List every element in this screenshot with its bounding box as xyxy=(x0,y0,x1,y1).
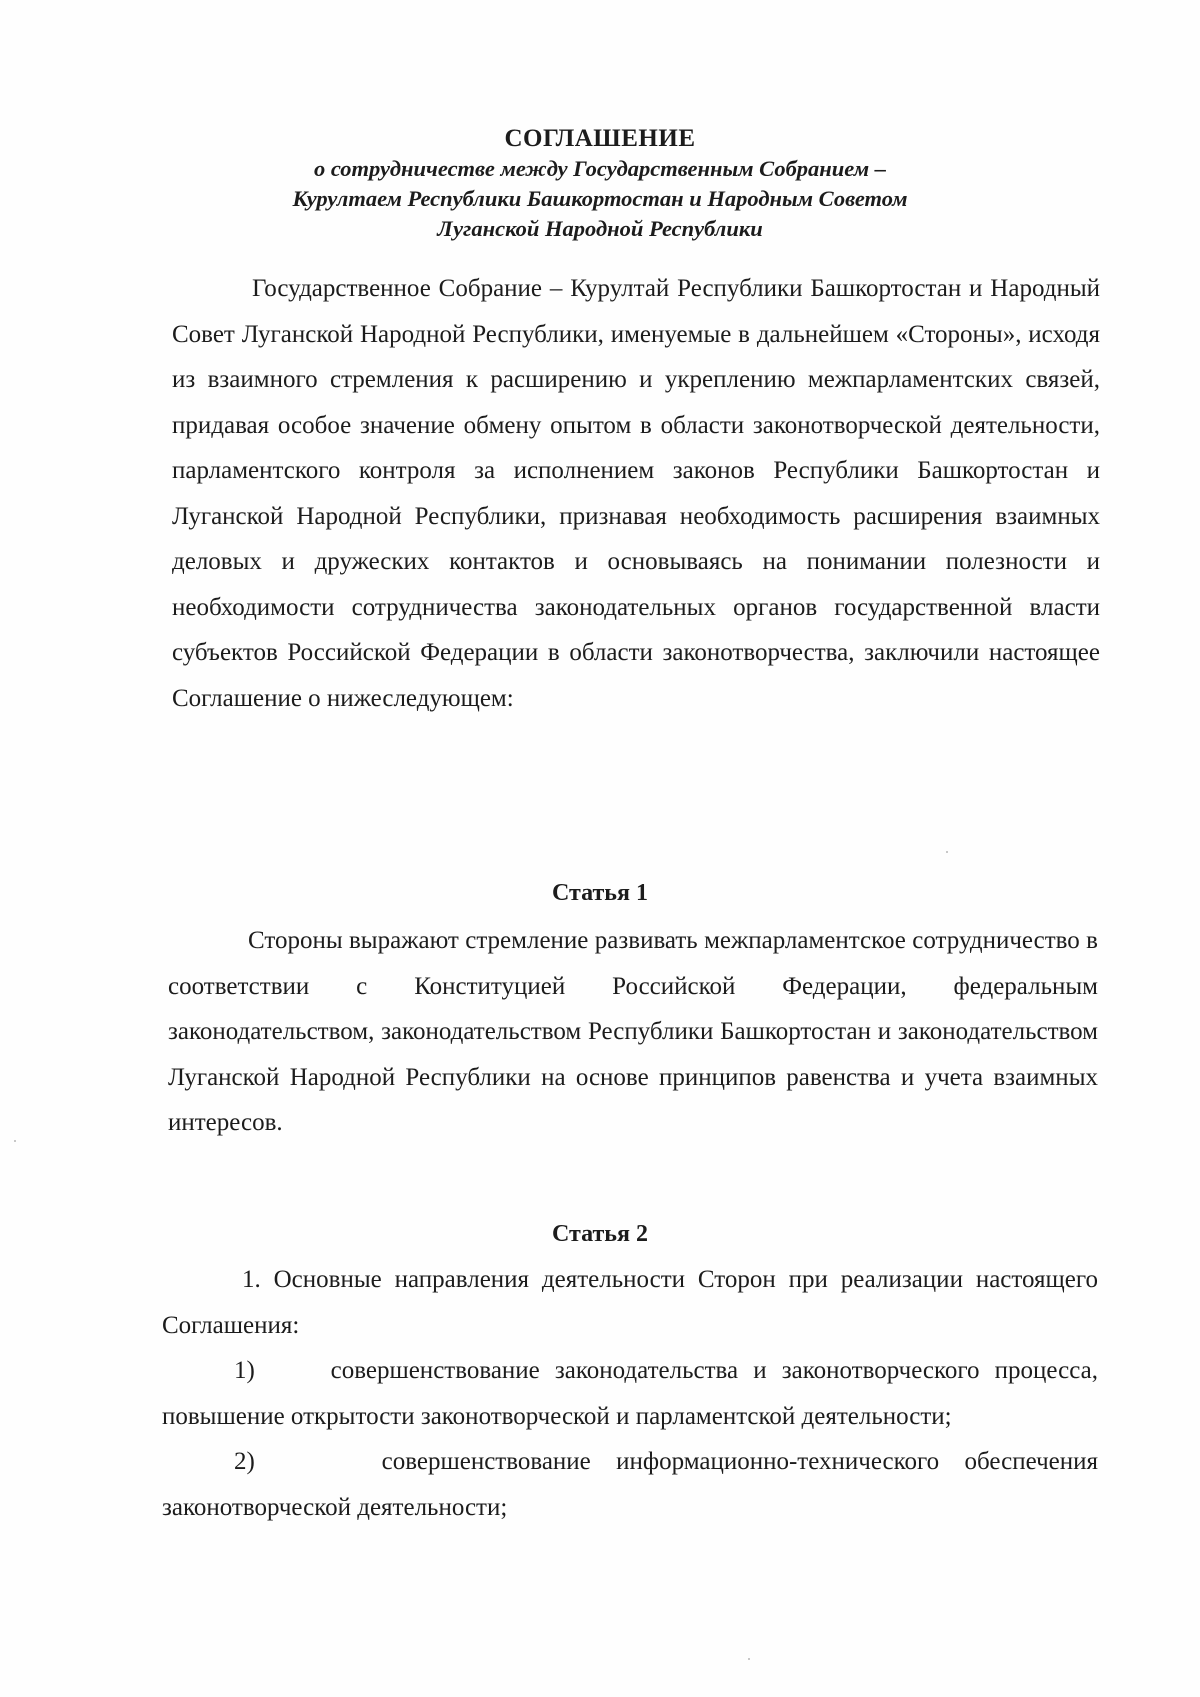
article-2-paragraph-1: 1. Основные направления деятельности Сторон при реализации настоящего Соглашения: xyxy=(162,1266,1098,1339)
preamble-paragraph: Государственное Собрание – Курултай Республики Башкортостан и Народный Совет Луганской Народной Республики, именуемые в дальнейшем «Стороны», исходя из взаимного стремления к расширению и укреплению межпарламентских связей, придавая особое значение обмену опытом в области законотворческой деятельности, парламентского контроля за исполнением законов Республики Башкортостан и Луганской Народной Республики, признавая необходимость расширения взаимных деловых и дружеских контактов и основываясь на понимании полезности и необходимости сотрудничества законодательных органов государственной власти субъектов Российской Федерации в области законотворчества, заключили настоящее Соглашение о нижеследующем: xyxy=(172,275,1100,712)
article-2-list-item-2: 2) совершенствование информационно-технического обеспечения законотворческой деятельности; xyxy=(162,1448,1098,1521)
document-header xyxy=(0,124,1200,244)
document-subtitle-line-2: Курултаем Республики Башкортостан и Народным Советом xyxy=(292,186,908,211)
scan-speck xyxy=(14,1140,16,1142)
document-subtitle-line-3: Луганской Народной Республики xyxy=(437,216,763,241)
article-1-paragraph: Стороны выражают стремление развивать межпарламентское сотрудничество в соответствии с Конституцией Российской Федерации, федеральным законодательством, законодательством Республики Башкортостан и законодательством Луганской Народной Республики на основе принципов равенства и учета взаимных интересов. xyxy=(168,927,1098,1136)
scan-speck xyxy=(946,851,948,853)
article-2-heading: Статья 2 xyxy=(552,1221,648,1247)
preamble xyxy=(172,266,1100,721)
document-subtitle-line-1: о сотрудничестве между Государственным Собранием – xyxy=(313,156,887,181)
article-2-body xyxy=(162,1257,1098,1530)
article-1-heading: Статья 1 xyxy=(552,880,648,906)
article-2-list-item-1: 1) совершенствование законодательства и законотворческого процесса, повышение открытости законотворческой и парламентской деятельности; xyxy=(162,1357,1098,1430)
article-1-body xyxy=(168,918,1098,1146)
document-title: СОГЛАШЕНИЕ xyxy=(504,125,696,152)
scan-speck xyxy=(748,1658,750,1660)
